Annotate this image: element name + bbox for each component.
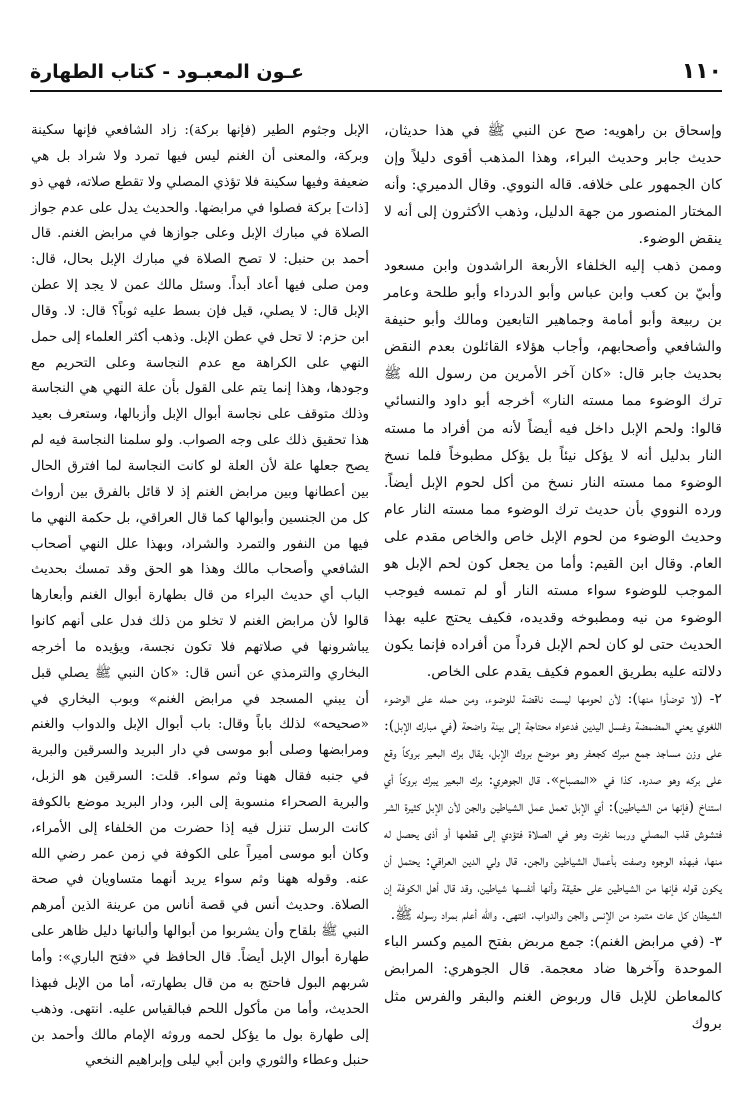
header-divider — [30, 90, 722, 92]
paragraph: الإبل وجثوم الطير (فإنها بركة): زاد الشافعي فإنها سكينة وبركة، والمعنى أن الغنم ليس فيها تمرد ولا شراد بل هي ضعيفة وفيها سكينة فلا تؤذي المصلي ولا تقطع صلاته، فهي ذو [ذات] بركة فصلوا في مرابضها. والحديث يدل على عدم جواز الصلاة في مبارك الإبل وعلى جوازها في مرابض الغنم. قال أحمد بن حنبل: لا تصح الصلاة في مبارك الإبل بحال، قال: ومن صلى فيها أعاد أبداً. وسئل مالك عمن لا يجد إلا عطن الإبل قال: لا يصلي، قيل فإن بسط عليه ثوباً؟ قال: لا. وقال ابن حزم: لا تحل في عطن الإبل. وذهب أكثر العلماء إلى حمل النهي على الكراهة مع عدم النجاسة وعلى التحريم مع وجودها، وهذا إنما يتم على القول بأن علة النهي هي النجاسة وذلك متوقف على نجاسة أبوال الإبل وأزبالها، وستعرف بعيد هذا تحقيق ذلك على وجه الصواب. ولو سلمنا النجاسة فيه لم يصح جعلها علة لأن العلة لو كانت النجاسة لما افترق الحال بين أعطانها وبين مرابض الغنم إذ لا قائل بالفرق بين أرواث كل من الجنسين وأبوالها كما قال العراقي، بل حكمة النهي ما فيها من النفور والتمرد والشراد، وبهذا علل النهي أصحاب الشافعي وأصحاب مالك وهذا هو الحق وقد تمسك بحديث الباب أي حديث البراء من قال بطهارة أبوال الغنم وأبعارها قالوا لأن مرابض الغنم لا تخلو من ذلك فدل على أنهم كانوا يباشرونها في صلاتهم فلا تكون نجسة، ويؤيده ما أخرجه البخاري والترمذي عن أنس قال: «كان النبي ﷺ يصلي قبل أن يبني المسجد في مرابض الغنم» وبوب البخاري في «صحيحه» لذلك باباً وقال: باب أبوال الإبل والدواب والغنم ومرابضها وصلى أبو موسى في دار البريد والسرقين والبرية في جنبه فقال ههنا وثم سواء. قلت: السرقين هو الزبل، والبرية الصحراء منسوبة إلى البر، ودار البريد موضع بالكوفة كانت الرسل تنزل فيه إذا حضرت من الخلفاء إلى الأمراء، وكان أبو موسى أميراً على الكوفة في زمن عمر رضي الله عنه. وقوله ههنا وثم سواء يريد أنهما متساويان في صحة الصلاة. وحديث أنس في قصة أناس من عرينة الذين أمرهم النبي ﷺ بلقاح وأن يشربوا من أبوالها وألبانها دليل ظاهر على طهارة أبوال الإبل أيضاً. قال الحافظ في «فتح الباري»: وأما شربهم البول فاحتج به من قال بطهارته، أما من الإبل فبهذا الحديث، وأما من مأكول اللحم فبالقياس عليه. انتهى. وذهب إلى طهارة بول ما يؤكل لحمه وروثه الإمام مالك وأحمد بن حنبل وعطاء والثوري وابن أبي ليلى وإبراهيم النخعي — [31, 123, 369, 1069]
page-number: ١١٠ — [681, 59, 722, 84]
paragraph: وإسحاق بن راهويه: صح عن النبي ﷺ في هذا حديثان، حديث جابر وحديث البراء، وهذا المذهب أقوى دليلاً وإن كان الجمهور على خلافه. قاله النووي. وقال الدميري: وأنه المختار المنصور من جهة الدليل، وذهب الأكثرون إلى أنه لا ينقض الوضوء. — [384, 123, 722, 248]
running-title: عـون المعبـود - كتاب الطهارة — [30, 61, 304, 83]
paragraph: وممن ذهب إليه الخلفاء الأربعة الراشدون وابن مسعود وأبيّ بن كعب وابن عباس وأبو الدرداء وأبو طلحة وعامر بن ربيعة وأبو أمامة وجماهير التابعين ومالك وأبو حنيفة والشافعي وأصحابهم، وأجاب هؤلاء القائلون بعدم النقض بحديث جابر قال: «كان آخر الأمرين من رسول الله ﷺ ترك الوضوء مما مسته النار» أخرجه أبو داود والنسائي قالوا: ولحم الإبل داخل فيه أيضاً لأنه من أفراد ما مسته النار بدليل أنه لا يؤكل نيئاً بل يؤكل مطبوخاً فلما نسخ الوضوء مما مسته النار نسخ من أكل لحوم الإبل أيضاً. ورده النووي بأن حديث ترك الوضوء مما مسته النار عام وحديث الوضوء من لحوم الإبل خاص والخاص مقدم على العام. وقال ابن القيم: وأما من يجعل كون لحم الإبل هو الموجب للوضوء سواء مسته النار أو لم تمسه فيوجب الوضوء من نيه ومطبوخه وقديده، فكيف يحتج عليه بهذا الحديث حتى لو كان لحم الإبل فرداً من أفراده فإنما يكون دلالته عليه بطريق العموم فكيف يقدم على الخاص. — [384, 258, 722, 680]
text-column-right — [384, 118, 722, 1038]
paragraph: ٣- (في مرابض الغنم): جمع مربض بفتح الميم وكسر الباء الموحدة وآخرها ضاد معجمة. قال الجوهري: المرابض كالمعاطن للإبل قال وربوض الغنم والبقر والفرس مثل بروك — [384, 934, 722, 1032]
page-header — [30, 58, 722, 86]
text-column-left — [31, 118, 369, 1074]
paragraph: ٢- (لا توضأوا منها): لأن لحومها ليست ناقضة للوضوء، ومن حمله على الوضوء اللغوي يعني المضمضة وغسل اليدين فدعواه محتاجة إلى بينة واضحة (في مبارك الإبل): على وزن مساجد جمع مبرك كجعفر وهو موضع بروك الإبل، يقال برك البعير بروكاً وقع على بركه وهو صدره. كذا في «المصباح». قال الجوهري: برك البعير يبرك بروكاً أي استناخ (فإنها من الشياطين): أي الإبل تعمل عمل الشياطين والجن لأن الإبل كثيرة الشر فتشوش قلب المصلي وربما نفرت وهو في الصلاة فتؤدي إلى قطعها أو أذى يحصل له منها، فبهذه الوجوه وصفت بأعمال الشياطين والجن. قال ولي الدين العراقي: يحتمل أن يكون قوله فإنها من الشياطين على حقيقة وأنها أنفسها شياطين، وقد قال أهل الكوفة إن الشيطان كل عات متمرد من الإنس والجن والدواب. انتهى. والله أعلم بمراد رسوله ﷺ. — [384, 690, 722, 924]
